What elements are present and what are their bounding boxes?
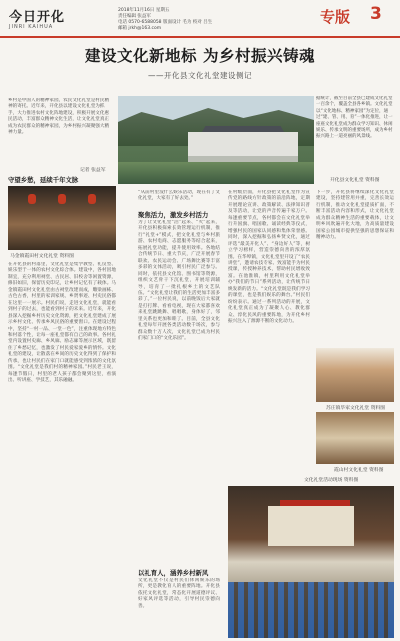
body-column-3: 在村级层面，开化县把文化礼堂作为宣传党的路线方针政策的前沿阵地，定期开展理论宣讲、政策解读、法律知识普及等活动，让党的声音传遍千家万户。每逢重要节点，各村都会在文化礼堂举行升国旗、唱国歌、诵读经典等仪式，增强村民的国家认同感和集体荣誉感。同时，深入挖掘和弘扬乡贤文化，通过评选“最美开化人”、“身边好人”等，树立学习榜样，营造崇德向善的浓厚氛围。在华埠镇，文化礼堂里开设了“农民讲堂”，邀请农技专家、致富能手为村民授课，传授种养技术，帮助村民增收致富。在池淮镇，村里利用文化礼堂举办“我们的节日”系列活动，让传统节日焕发新的活力。“文化礼堂既是我们学习的课堂，也是我们娱乐的舞台。”村民们纷纷表示。通过一系列活动的开展，文化礼堂真正成为了凝聚人心、教化群众、淳化民风的重要阵地，为开化乡村振兴注入了源源不断的文化动力。 xyxy=(228,190,310,325)
section-heading-3: 以礼育人，涵养乡村新风 xyxy=(138,569,209,577)
body-column-4: 下一步，开化县将继续深化文化礼堂建设，坚持建管用并重，完善长效运行机制，推动文化礼堂提质扩面，不断丰富活动内容和形式，让文化礼堂成为群众精神生活的重要载体，让文明乡风吹遍开化大地，为高质量建设国家公园城市提供坚强的思想保证和精神动力。 xyxy=(316,190,394,241)
left-photo-caption: 马金镇霞田村文化礼堂 资料图 xyxy=(10,254,74,259)
article-intro: 乡村是中国人的精神家园，农民文化礼堂是村民精神的寄托。近年来，开化县以建设文化礼堂为抓手，大力推进农村文化阵地建设，积极开展文化惠民活动，丰富群众精神文化生活，让文化礼堂真正成为农民群众的精神家园，为乡村振兴凝聚强大精神力量。 xyxy=(8,98,110,136)
body-column-2-tail: 文化礼堂不仅是村民们休闲娱乐的场所，更是教化育人的重要阵地。开化县依托文化礼堂，常态化开展道德评议、好家风评选等活动，引导村民崇德向善。 xyxy=(138,578,220,609)
section-heading-2: 聚焦活力，激发乡村活力 xyxy=(138,211,209,219)
contact-line: 电话 0570-6588058 版面设计 毛为 校对 吕生 xyxy=(118,20,213,25)
hero-photo xyxy=(118,96,314,184)
reporter-credit: 记者 张益军 xyxy=(80,168,106,173)
article-headline: 建设文化新地标 为乡村振兴铸魂 xyxy=(85,46,315,65)
newspaper-logo: 今日开化 xyxy=(9,10,66,25)
hall-interior-photo xyxy=(316,348,394,402)
hall-exterior-photo xyxy=(316,412,394,464)
hero-photo-caption: 开化县文化礼堂 资料图 xyxy=(330,178,380,183)
section-label: 专版 xyxy=(320,8,351,26)
newspaper-logo-pinyin: JINRI KAIHUA xyxy=(9,24,54,30)
body-column-2: 为了让文化礼堂“活”起来、“火”起来，开化县积极探索长效管理运行机制，推行“礼堂+”模式，把文化礼堂与乡村旅游、农村电商、志愿服务等结合起来，拓展礼堂功能，提升使用效率。各地结合传统节日、重大节庆，广泛开展春节联欢、农民运动会、广场舞比赛等丰富多彩的文体活动，吸引村民广泛参与。同时，依托县文化馆、图书馆等资源，组织文艺骨干下沉礼堂，开展培训辅导，培育了一批扎根乡土的文艺队伍。“文化礼堂让我们的生活更加丰富多彩了。”一位村民说，以前晚饭后大家就是打打牌、看看电视，现在大家都喜欢来礼堂跳跳舞、唱唱歌，身体好了，邻里关系也更加和睦了。目前，全县文化礼堂每年开展各类活动数千场次，参与群众数十万人次，文化礼堂已成为村民们家门口的“文化乐园”。 xyxy=(138,220,220,342)
masthead xyxy=(0,0,400,38)
stage-photo-caption: 文化礼堂活动现场 资料图 xyxy=(304,478,359,483)
body-column-1: 在开化县的村落里，文化礼堂是集学教型、礼仪型、娱乐型于一体的农村文化综合体。建设中，各村因地制宜，充分利用祠堂、古民居、旧校舍等闲置资源，修旧如旧，保留历史印记，让乡村记忆有了载体。马金镇霞田村文化礼堂由古祠堂改建而成，雕梁画栋、古色古香，村里的家训家规、乡贤事迹、村史民俗都在这里一一展示。村民们说，走进文化礼堂，就能看到村子的过去，也能看到村子的未来。近年来，开化县深入挖掘乡村历史文化资源，把文化礼堂建成了展示乡村文化、传承乡风民俗的重要窗口。在建设过程中，坚持“一村一品、一堂一色”，注重体现地方特色和村落个性，让每一座礼堂都有自己的故事。各村礼堂内设置村史廊、乡风廊、励志廊等展示区域，既留住了乡愁记忆，也激发了村民爱家爱乡的情怀。文化礼堂的建设，让散落在乡间的历史文化得到了保护和传承，也让村民们在家门口就能感受到浓浓的文化氛围。“文化礼堂是我们村的精神家园。”村民老王说，每逢节假日，村里的老人孩子都会聚到这里，看演出、听讲座、学技艺，其乐融融。 xyxy=(8,262,116,384)
article-subhead: ——开化县文化礼堂建设侧记 xyxy=(148,71,252,80)
audience-seats xyxy=(228,582,394,638)
stage-area xyxy=(268,506,354,546)
red-lantern xyxy=(58,194,66,204)
section-heading-1: 守望乡愁，延续千年文脉 xyxy=(8,176,79,184)
editor-line: 责任编辑 张益军 xyxy=(118,14,151,19)
body-column-2-lead: “从前村里没什么娱乐活动，现在有了文化礼堂，大家有了好去处。” xyxy=(138,190,220,202)
email-line: 邮箱 jrkh@163.com xyxy=(118,26,162,31)
right-intro-text: 据统计，截至目前全县已建成文化礼堂一百余个，覆盖全县各乡镇。文化礼堂以“文化地标、精神家园”为定位，通过“建、管、用、育”一体化推进，让一座座文化礼堂成为群众学习知识、休闲娱乐、传承文明的重要场所，成为乡村振兴路上一道亮丽的风景线。 xyxy=(316,96,393,140)
stage-event-photo xyxy=(228,486,394,638)
issue-date: 2018年11月16日 星期五 xyxy=(118,8,170,13)
hall-interior-caption: 苏庄镇毕家文化礼堂 资料图 xyxy=(326,406,386,411)
masthead-meta xyxy=(118,8,268,32)
ancestral-hall-photo xyxy=(8,186,116,250)
hall-exterior-caption: 霞山村文化礼堂 资料图 xyxy=(334,468,384,473)
red-lantern xyxy=(88,194,96,204)
river-foreground xyxy=(118,162,314,184)
red-lantern xyxy=(28,194,36,204)
page-number: 3 xyxy=(370,4,382,24)
building-facade xyxy=(188,132,298,162)
